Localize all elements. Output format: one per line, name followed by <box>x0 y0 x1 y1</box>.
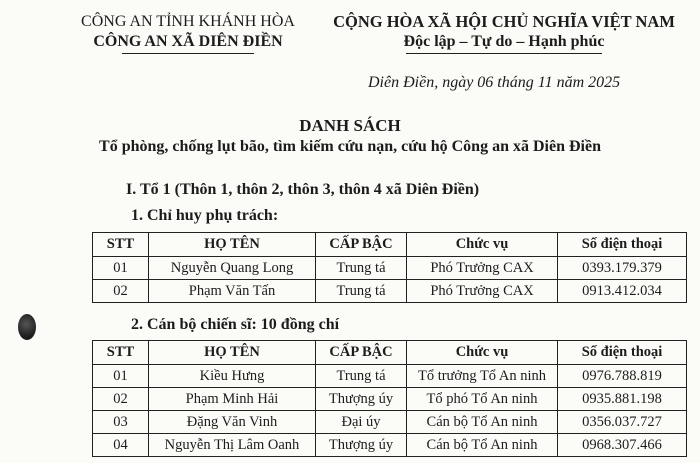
col-phone: Số điện thoại <box>558 341 687 365</box>
cell-position: Cán bộ Tổ An ninh <box>407 411 558 434</box>
group-heading: I. Tổ 1 (Thôn 1, thôn 2, thôn 3, thôn 4 xã Diên Điền) <box>126 181 480 198</box>
col-name: HỌ TÊN <box>149 341 316 365</box>
cell-stt: 03 <box>93 411 149 434</box>
cell-position: Phó Trưởng CAX <box>407 280 558 303</box>
cell-rank: Trung tá <box>316 280 407 303</box>
cell-position: Phó Trưởng CAX <box>407 257 558 280</box>
table-row <box>93 257 687 280</box>
cell-name: Nguyễn Quang Long <box>149 257 316 280</box>
document-title: DANH SÁCH <box>299 116 401 135</box>
cell-phone: 0968.307.466 <box>558 434 687 457</box>
date-line: Diên Điền, ngày 06 tháng 11 năm 2025 <box>368 74 621 91</box>
col-phone: Số điện thoại <box>558 233 687 257</box>
col-stt: STT <box>93 341 149 365</box>
cell-phone: 0913.412.034 <box>558 280 687 303</box>
table-header-row <box>93 233 687 257</box>
cell-phone: 0356.037.727 <box>558 411 687 434</box>
col-stt: STT <box>93 233 149 257</box>
cell-name: Đặng Văn Vinh <box>149 411 316 434</box>
table-header-row <box>93 341 687 365</box>
table-row <box>93 434 687 457</box>
cell-phone: 0976.788.819 <box>558 365 687 388</box>
document-subtitle: Tổ phòng, chống lụt bão, tìm kiếm cứu nạn, cứu hộ Công an xã Diên Điền <box>99 138 601 155</box>
col-rank: CẤP BẬC <box>316 233 407 257</box>
agency-header <box>58 12 318 54</box>
agency-top-name: CÔNG AN TỈNH KHÁNH HÒA <box>81 13 295 30</box>
motto-underline <box>406 53 602 54</box>
col-position: Chức vụ <box>407 341 558 365</box>
cell-rank: Trung tá <box>316 257 407 280</box>
agency-underline <box>122 53 254 54</box>
table-row <box>93 411 687 434</box>
table-row <box>93 280 687 303</box>
commanders-table <box>92 232 687 303</box>
cell-position: Tổ phó Tổ An ninh <box>407 388 558 411</box>
officers-heading: 2. Cán bộ chiến sĩ: 10 đồng chí <box>131 316 340 333</box>
cell-phone: 0393.179.379 <box>558 257 687 280</box>
national-motto: Độc lập – Tự do – Hạnh phúc <box>403 33 605 50</box>
cell-name: Phạm Minh Hải <box>149 388 316 411</box>
cell-rank: Thượng úy <box>316 434 407 457</box>
nation-name: CỘNG HÒA XÃ HỘI CHỦ NGHĨA VIỆT NAM <box>333 12 675 31</box>
cell-stt: 04 <box>93 434 149 457</box>
cell-name: Phạm Văn Tấn <box>149 280 316 303</box>
cell-stt: 02 <box>93 280 149 303</box>
col-name: HỌ TÊN <box>149 233 316 257</box>
col-position: Chức vụ <box>407 233 558 257</box>
cell-stt: 02 <box>93 388 149 411</box>
cell-name: Kiều Hưng <box>149 365 316 388</box>
officers-table <box>92 340 687 457</box>
table-row <box>93 365 687 388</box>
nation-header <box>326 12 682 54</box>
cell-phone: 0935.881.198 <box>558 388 687 411</box>
cell-name: Nguyễn Thị Lâm Oanh <box>149 434 316 457</box>
col-rank: CẤP BẬC <box>316 341 407 365</box>
cell-stt: 01 <box>93 365 149 388</box>
agency-unit-name: CÔNG AN XÃ DIÊN ĐIỀN <box>93 33 283 50</box>
cell-rank: Thượng úy <box>316 388 407 411</box>
ink-blot <box>18 314 36 340</box>
cell-position: Cán bộ Tổ An ninh <box>407 434 558 457</box>
commanders-heading: 1. Chỉ huy phụ trách: <box>131 207 279 224</box>
table-row <box>93 388 687 411</box>
cell-rank: Trung tá <box>316 365 407 388</box>
cell-stt: 01 <box>93 257 149 280</box>
cell-position: Tổ trưởng Tổ An ninh <box>407 365 558 388</box>
cell-rank: Đại úy <box>316 411 407 434</box>
